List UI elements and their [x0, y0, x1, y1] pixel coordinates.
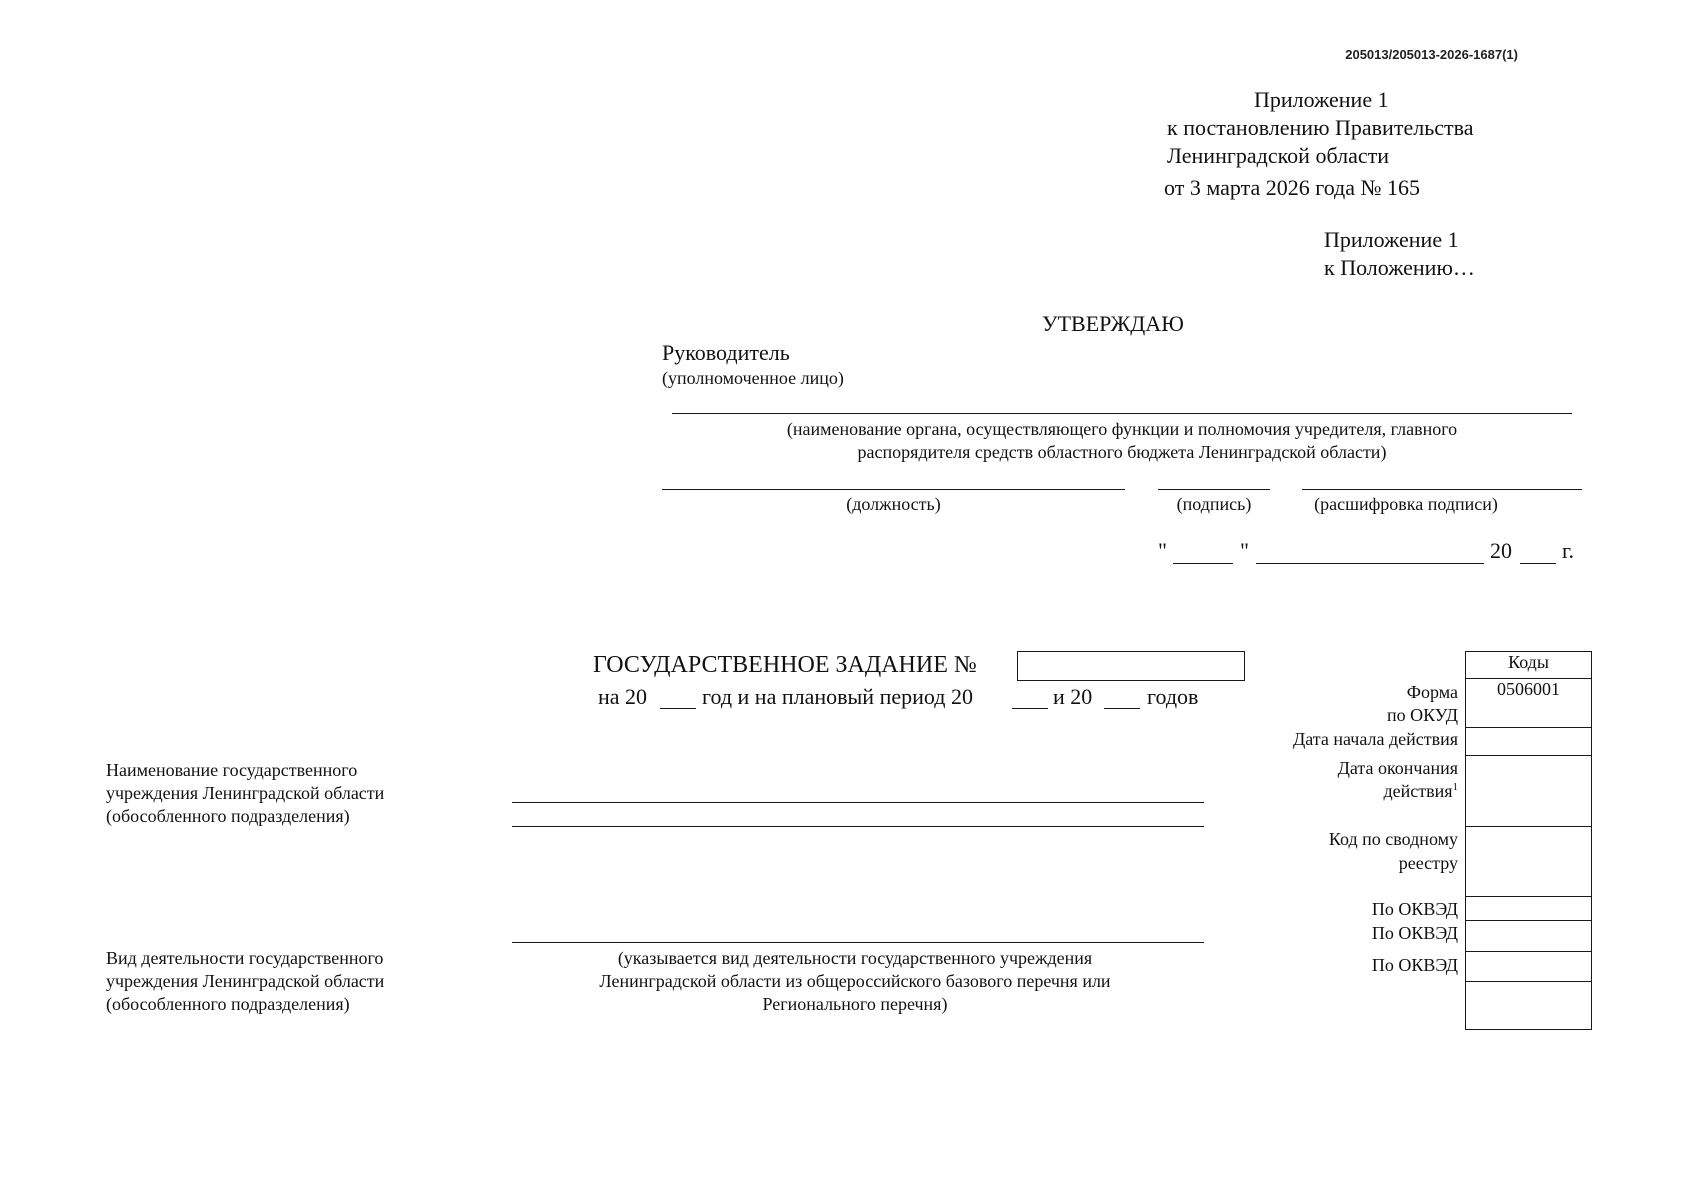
registry-code-cell	[1466, 827, 1592, 897]
org-caption-2: распорядителя средств областного бюджета Ленинградской области)	[857, 442, 1387, 462]
end-date-label-text: действия	[1383, 781, 1453, 801]
okved-label-3: По ОКВЭД	[1371, 955, 1458, 975]
annex-line-date: от 3 марта 2026 года № 165	[1164, 175, 1421, 200]
codes-table	[1465, 651, 1592, 1030]
date-year-line	[1520, 563, 1556, 564]
end-date-footnote: 1	[1452, 781, 1458, 793]
position-caption: (должность)	[846, 494, 941, 514]
activity-label: Вид деятельности государственного учреждения Ленинградской области (обособленного подразделения)	[106, 948, 385, 1014]
date-quote-close: "	[1240, 538, 1249, 563]
task-period-prefix: на 20	[598, 684, 648, 709]
start-date-cell	[1466, 728, 1592, 756]
date-year-suffix: г.	[1562, 538, 1575, 563]
task-plan-year-1-line	[1012, 708, 1048, 709]
annex2-line: к Положению…	[1324, 255, 1475, 280]
date-year-prefix: 20	[1490, 538, 1512, 563]
approve-head: Руководитель	[662, 340, 790, 365]
registry-label-1: Код по сводному	[1328, 829, 1458, 849]
position-line	[662, 489, 1125, 490]
institution-name-line-1	[512, 802, 1204, 803]
annex-line-resolution: к постановлению Правительства	[1167, 115, 1474, 140]
okud-code-cell: 0506001	[1466, 679, 1592, 728]
signature-caption: (подпись)	[1176, 494, 1252, 514]
task-title: ГОСУДАРСТВЕННОЕ ЗАДАНИЕ №	[593, 652, 977, 678]
annex-line-region: Ленинградской области	[1167, 143, 1389, 168]
okud-label: по ОКУД	[1387, 705, 1458, 725]
approve-title: УТВЕРЖДАЮ	[1042, 311, 1184, 336]
okved-cell-4	[1466, 982, 1592, 1030]
okved-cell-2	[1466, 921, 1592, 952]
okved-cell-1	[1466, 897, 1592, 921]
decoding-caption: (расшифровка подписи)	[1314, 494, 1498, 514]
institution-name-label: Наименование государственного учреждения Ленинградской области (обособленного подразделения)	[106, 760, 385, 826]
registry-label-2: реестру	[1398, 853, 1458, 873]
end-date-label-2	[1240, 781, 1458, 802]
institution-name-line-2	[512, 826, 1204, 827]
annex-title: Приложение 1	[1254, 87, 1389, 112]
okved-label-1: По ОКВЭД	[1371, 899, 1458, 919]
end-date-cell	[1466, 756, 1592, 827]
task-number-box	[1017, 651, 1245, 681]
task-period-and: и 20	[1053, 684, 1093, 709]
forma-label: Форма	[1406, 682, 1458, 702]
org-name-line	[672, 413, 1572, 414]
decoding-line	[1302, 489, 1582, 490]
date-month-line	[1256, 563, 1484, 564]
approve-head-note: (уполномоченное лицо)	[662, 368, 844, 388]
signature-line	[1158, 489, 1270, 490]
date-day-line	[1173, 563, 1233, 564]
task-plan-year-2-line	[1104, 708, 1140, 709]
codes-header: Коды	[1466, 652, 1592, 679]
end-date-label-1: Дата окончания	[1337, 758, 1458, 778]
activity-line	[512, 942, 1204, 943]
date-quote-open: "	[1158, 538, 1167, 563]
task-period-text: год и на плановый период 20	[702, 684, 973, 709]
start-date-label: Дата начала действия	[1293, 729, 1458, 749]
annex2-title: Приложение 1	[1324, 227, 1459, 252]
task-year-line	[660, 708, 696, 709]
org-caption-1: (наименование органа, осуществляющего функции и полномочия учредителя, главного	[786, 419, 1458, 439]
okved-cell-3	[1466, 952, 1592, 982]
okved-label-2: По ОКВЭД	[1371, 923, 1458, 943]
task-period-suffix: годов	[1147, 684, 1199, 709]
activity-caption: (указывается вид деятельности государственного учреждения Ленинградской области из общероссийского базового перечня или Регионального перечня)	[599, 948, 1111, 1014]
document-id: 205013/205013-2026-1687(1)	[1345, 47, 1518, 62]
